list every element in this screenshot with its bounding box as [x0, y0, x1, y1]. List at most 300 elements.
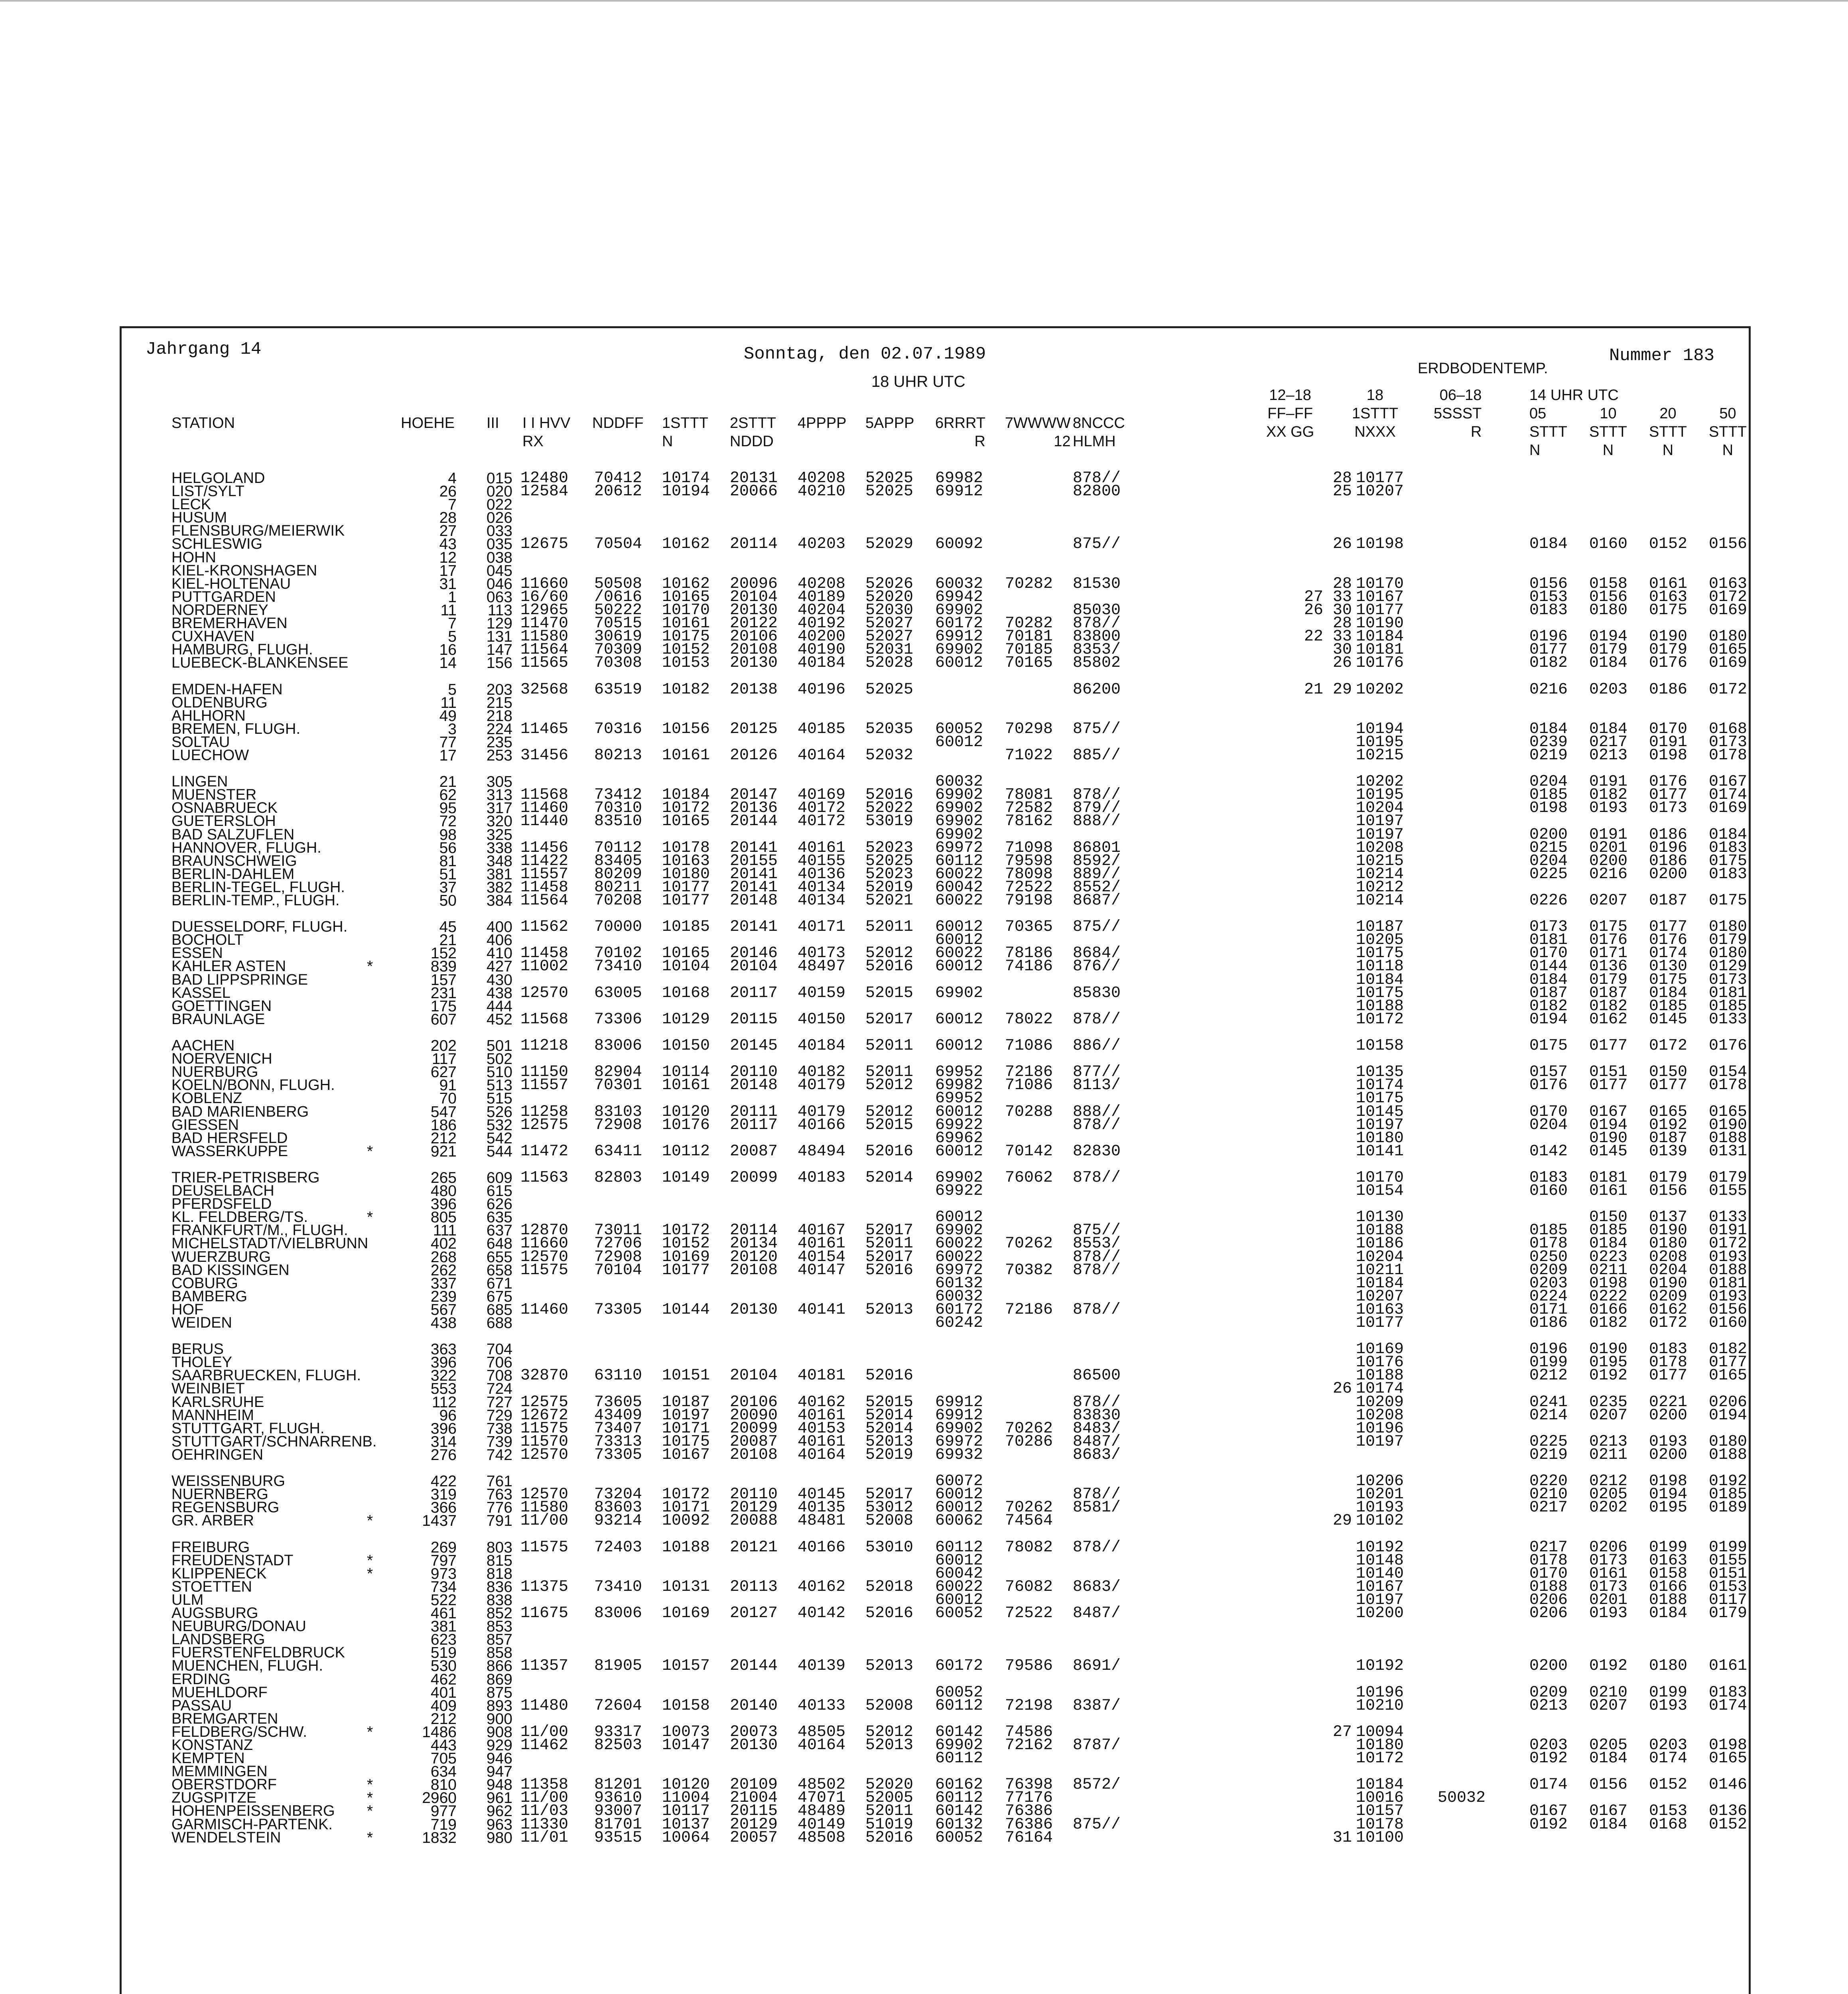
- station-height: 381: [430, 1618, 457, 1635]
- extra-group: 0200: [1529, 826, 1568, 844]
- extra-group: 10204: [1356, 1248, 1404, 1266]
- col-header-2sttt: 2STTT NDDD: [730, 415, 776, 450]
- synop-group: 60012: [935, 918, 983, 936]
- station-height: 276: [430, 1446, 457, 1464]
- synop-group: 20130: [730, 601, 778, 619]
- extra-group: 0210: [1589, 1683, 1628, 1702]
- table-row: [122, 535, 1753, 554]
- synop-group: 40155: [798, 852, 846, 870]
- extra-group: 28: [1332, 469, 1352, 487]
- extra-group: 0173: [1589, 1578, 1628, 1596]
- extra-group: 0213: [1589, 1432, 1628, 1451]
- synop-group: 60042: [935, 878, 983, 897]
- synop-group: 69902: [935, 826, 983, 844]
- extra-group: 0220: [1529, 1472, 1568, 1491]
- synop-group: 11564: [520, 892, 569, 910]
- synop-group: 40139: [798, 1657, 846, 1675]
- station-id: 637: [486, 1222, 512, 1239]
- synop-group: 60012: [935, 1208, 983, 1227]
- synop-group: 20148: [730, 1076, 778, 1095]
- extra-group: 0222: [1589, 1287, 1628, 1306]
- synop-group: 70412: [594, 469, 642, 487]
- synop-group: 60022: [935, 1578, 983, 1596]
- synop-group: 20138: [730, 680, 778, 699]
- synop-group: 875//: [1073, 720, 1121, 738]
- station-height: 21: [439, 932, 457, 949]
- extra-group: 0184: [1649, 1604, 1688, 1623]
- synop-group: 32870: [520, 1367, 569, 1385]
- extra-group: 0190: [1589, 1129, 1628, 1147]
- extra-group: 0198: [1709, 1736, 1748, 1754]
- station-id: 853: [486, 1618, 512, 1635]
- station-height: 72: [439, 813, 457, 830]
- mountain-marker: *: [367, 1565, 373, 1582]
- extra-group: 0194: [1529, 1010, 1568, 1029]
- extra-group: 0204: [1529, 852, 1568, 870]
- station-height: 810: [430, 1776, 457, 1794]
- synop-group: 20126: [730, 746, 778, 764]
- extra-group: 0175: [1589, 918, 1628, 936]
- synop-group: 70208: [594, 892, 642, 910]
- synop-group: 20117: [730, 984, 778, 1002]
- station-id: 410: [486, 945, 512, 962]
- synop-group: 60112: [935, 1750, 983, 1768]
- station-name: LUEBECK-BLANKENSEE: [171, 654, 349, 672]
- station-height: 152: [430, 945, 457, 962]
- synop-group: 52022: [865, 799, 914, 818]
- synop-group: 20134: [730, 1235, 778, 1253]
- station-height: 212: [430, 1129, 457, 1147]
- synop-group: 40181: [798, 1367, 846, 1385]
- synop-group: 73410: [594, 1578, 642, 1596]
- extra-group: 0206: [1529, 1604, 1568, 1623]
- extra-group: 0207: [1589, 1696, 1628, 1715]
- extra-group: 27: [1332, 1723, 1352, 1741]
- station-name: KASSEL: [171, 984, 231, 1001]
- synop-group: 60022: [935, 865, 983, 883]
- synop-group: 76082: [1005, 1578, 1053, 1596]
- synop-group: 52013: [865, 1657, 914, 1675]
- extra-group: 0153: [1529, 588, 1568, 606]
- synop-group: 52020: [865, 588, 914, 606]
- synop-group: 10180: [662, 865, 710, 883]
- synop-group: 878//: [1073, 1168, 1121, 1187]
- station-name: SAARBRUECKEN, FLUGH.: [171, 1367, 361, 1384]
- extra-group: 0179: [1709, 1604, 1748, 1623]
- synop-group: 60052: [935, 1828, 983, 1847]
- col-header-ff: 12–18 FF–FF XX GG: [1266, 387, 1314, 440]
- synop-group: 48505: [798, 1723, 846, 1741]
- table-row: [122, 1037, 1753, 1055]
- synop-group: 20131: [730, 469, 778, 487]
- station-id: 020: [486, 483, 512, 500]
- extra-group: 0214: [1529, 1406, 1568, 1425]
- station-name: GIESSEN: [171, 1116, 239, 1133]
- station-height: 547: [430, 1103, 457, 1121]
- extra-group: 0170: [1529, 1103, 1568, 1121]
- extra-group: 0161: [1709, 1657, 1748, 1675]
- synop-group: 73410: [594, 958, 642, 976]
- station-height: 3: [448, 720, 457, 738]
- synop-group: 20115: [730, 1010, 778, 1029]
- synop-group: 40153: [798, 1419, 846, 1438]
- synop-group: 72198: [1005, 1696, 1053, 1715]
- station-height: 70: [439, 1090, 457, 1107]
- synop-group: 60012: [935, 733, 983, 751]
- station-height: 186: [430, 1116, 457, 1134]
- station-height: 96: [439, 1407, 457, 1424]
- synop-group: 8552/: [1073, 878, 1121, 897]
- extra-group: 0174: [1709, 1696, 1748, 1715]
- station-name: FRANKFURT/M., FLUGH.: [171, 1222, 348, 1239]
- synop-group: 40208: [798, 469, 846, 487]
- station-height: 27: [439, 522, 457, 540]
- station-height: 77: [439, 733, 457, 751]
- station-id: 704: [486, 1341, 512, 1358]
- extra-group: 10197: [1356, 1432, 1404, 1451]
- synop-group: 52011: [865, 1063, 914, 1082]
- synop-group: 10167: [662, 1446, 710, 1464]
- synop-group: 11470: [520, 615, 569, 633]
- station-name: WEISSENBURG: [171, 1473, 286, 1490]
- col-header-7wwww: 7WWWW 12: [1005, 415, 1071, 450]
- synop-group: 10150: [662, 1037, 710, 1055]
- station-name: BRAUNSCHWEIG: [171, 852, 297, 869]
- synop-group: 11660: [520, 1235, 569, 1253]
- station-id: 706: [486, 1354, 512, 1371]
- synop-group: 76386: [1005, 1815, 1053, 1834]
- extra-group: 0175: [1649, 601, 1688, 619]
- station-name: LECK: [171, 496, 211, 513]
- extra-group: 10176: [1356, 654, 1404, 672]
- synop-group: 40182: [798, 1063, 846, 1082]
- station-name: OSNABRUECK: [171, 800, 278, 817]
- station-id: 510: [486, 1064, 512, 1081]
- station-id: 658: [486, 1261, 512, 1279]
- mountain-marker: *: [367, 1723, 373, 1741]
- synop-group: 878//: [1073, 1261, 1121, 1279]
- synop-group: 20141: [730, 918, 778, 936]
- synop-group: 81201: [594, 1776, 642, 1794]
- synop-group: 52017: [865, 1486, 914, 1504]
- synop-group: 81701: [594, 1815, 642, 1834]
- synop-group: 888//: [1073, 812, 1121, 831]
- station-name: GOETTINGEN: [171, 997, 272, 1015]
- synop-group: 20087: [730, 1432, 778, 1451]
- station-height: 396: [430, 1354, 457, 1371]
- synop-group: 52023: [865, 839, 914, 857]
- synop-group: 40142: [798, 1604, 846, 1623]
- synop-group: 69902: [935, 1168, 983, 1187]
- synop-group: 80213: [594, 746, 642, 764]
- synop-group: 20130: [730, 1300, 778, 1319]
- station-name: NORDERNEY: [171, 601, 268, 619]
- synop-group: 60132: [935, 1815, 983, 1834]
- synop-group: 20090: [730, 1406, 778, 1425]
- extra-group: 0152: [1649, 1776, 1688, 1794]
- table-row: [122, 1367, 1753, 1385]
- synop-group: 40171: [798, 918, 846, 936]
- station-height: 98: [439, 826, 457, 843]
- station-id: 338: [486, 839, 512, 857]
- synop-group: 11462: [520, 1736, 569, 1754]
- synop-group: 52025: [865, 483, 914, 501]
- station-id: 908: [486, 1723, 512, 1741]
- synop-group: 875//: [1073, 535, 1121, 554]
- station-name: GARMISCH-PARTENK.: [171, 1816, 333, 1833]
- synop-group: 40166: [798, 1116, 846, 1134]
- synop-group: 69902: [935, 812, 983, 831]
- extra-group: 10154: [1356, 1182, 1404, 1200]
- synop-group: 11575: [520, 1538, 569, 1557]
- extra-group: 0153: [1649, 1802, 1688, 1821]
- synop-group: 10153: [662, 654, 710, 672]
- station-height: 396: [430, 1196, 457, 1213]
- station-height: 157: [430, 971, 457, 989]
- station-id: 763: [486, 1486, 512, 1503]
- station-id: 235: [486, 733, 512, 751]
- synop-group: 885//: [1073, 746, 1121, 764]
- synop-group: 60172: [935, 615, 983, 633]
- synop-group: 52016: [865, 1604, 914, 1623]
- synop-group: 52015: [865, 1393, 914, 1411]
- extra-group: 10207: [1356, 483, 1404, 501]
- station-name: ESSEN: [171, 945, 223, 962]
- station-name: BERLIN-TEGEL, FLUGH.: [171, 879, 345, 896]
- synop-group: 52011: [865, 1235, 914, 1253]
- synop-group: 10114: [662, 1063, 710, 1082]
- extra-group: 0176: [1529, 1076, 1568, 1095]
- extra-group: 0160: [1709, 1314, 1748, 1332]
- col-header-18-1sttt: 18 1STTT NXXX: [1352, 387, 1399, 440]
- extra-group: 0190: [1649, 1222, 1688, 1240]
- synop-group: 70262: [1005, 1419, 1053, 1438]
- synop-group: 69972: [935, 839, 983, 857]
- synop-group: 48489: [798, 1802, 846, 1821]
- synop-group: 52014: [865, 1419, 914, 1438]
- synop-group: 20088: [730, 1512, 778, 1530]
- extra-group: 0174: [1649, 1750, 1688, 1768]
- station-id: 836: [486, 1578, 512, 1596]
- synop-group: 70286: [1005, 1432, 1053, 1451]
- station-id: 727: [486, 1393, 512, 1411]
- synop-group: 82830: [1073, 1142, 1121, 1161]
- mountain-marker: *: [367, 1552, 373, 1569]
- synop-group: 20148: [730, 892, 778, 910]
- station-height: 4: [448, 470, 457, 487]
- mountain-marker: *: [367, 1209, 373, 1226]
- extra-group: 0166: [1649, 1578, 1688, 1596]
- station-name: AHLHORN: [171, 707, 246, 724]
- extra-group: 0152: [1649, 535, 1688, 554]
- synop-group: 77176: [1005, 1789, 1053, 1807]
- synop-group: 52023: [865, 865, 914, 883]
- synop-group: 70102: [594, 944, 642, 963]
- synop-group: 70288: [1005, 1103, 1053, 1121]
- synop-group: 40167: [798, 1222, 846, 1240]
- extra-group: 0188: [1709, 1446, 1748, 1464]
- synop-group: 10178: [662, 839, 710, 857]
- station-name: BREMGARTEN: [171, 1710, 278, 1727]
- extra-group: 0173: [1649, 799, 1688, 818]
- extra-group: 0156: [1709, 535, 1748, 554]
- extra-group: 10195: [1356, 733, 1404, 751]
- synop-group: 70309: [594, 641, 642, 659]
- extra-group: 0180: [1709, 944, 1748, 963]
- synop-group: 70308: [594, 654, 642, 672]
- synop-group: 60062: [935, 1512, 983, 1530]
- extra-group: 0180: [1589, 601, 1628, 619]
- extra-group: 0200: [1589, 852, 1628, 870]
- extra-group: 0192: [1529, 1750, 1568, 1768]
- station-id: 348: [486, 852, 512, 870]
- synop-group: 85830: [1073, 984, 1121, 1002]
- synop-group: 69982: [935, 1076, 983, 1095]
- synop-group: 10176: [662, 1116, 710, 1134]
- synop-group: 60032: [935, 773, 983, 791]
- synop-group: 76164: [1005, 1828, 1053, 1847]
- synop-group: 20612: [594, 483, 642, 501]
- synop-group: 889//: [1073, 865, 1121, 883]
- synop-group: 11460: [520, 799, 569, 818]
- station-name: THOLEY: [171, 1354, 232, 1371]
- synop-group: 79198: [1005, 892, 1053, 910]
- table-row: [122, 1696, 1753, 1715]
- synop-group: 52016: [865, 958, 914, 976]
- synop-group: 40164: [798, 1446, 846, 1464]
- extra-group: 0182: [1709, 1340, 1748, 1359]
- extra-group: 0206: [1589, 1538, 1628, 1557]
- extra-group: 0190: [1709, 1116, 1748, 1134]
- extra-group: 0175: [1649, 971, 1688, 989]
- synop-group: 73407: [594, 1419, 642, 1438]
- station-height: 438: [430, 1314, 457, 1332]
- synop-group: 8487/: [1073, 1432, 1121, 1451]
- extra-group: 0179: [1649, 1168, 1688, 1187]
- station-height: 112: [431, 1393, 457, 1411]
- synop-group: 52014: [865, 1406, 914, 1425]
- extra-group: 0186: [1529, 1314, 1568, 1332]
- synop-group: 11465: [520, 720, 569, 738]
- synop-group: 60012: [935, 1499, 983, 1517]
- synop-group: 60012: [935, 1142, 983, 1161]
- synop-group: 78162: [1005, 812, 1053, 831]
- extra-group: 0176: [1649, 931, 1688, 950]
- synop-group: 20114: [730, 1222, 778, 1240]
- synop-group: 20104: [730, 1367, 778, 1385]
- extra-group: 0212: [1589, 1472, 1628, 1491]
- synop-group: 10177: [662, 1261, 710, 1279]
- col-header-soil-50: 50 STTT N: [1709, 405, 1747, 459]
- synop-group: 40161: [798, 1432, 846, 1451]
- station-id: 688: [486, 1314, 512, 1332]
- synop-group: 70301: [594, 1076, 642, 1095]
- synop-group: 60022: [935, 1235, 983, 1253]
- station-id: 675: [486, 1288, 512, 1305]
- mountain-marker: *: [367, 1143, 373, 1160]
- extra-group: 0178: [1529, 1235, 1568, 1253]
- station-id: 866: [486, 1657, 512, 1675]
- synop-group: 11565: [520, 654, 569, 672]
- synop-group: 11/00: [520, 1512, 569, 1530]
- synop-group: 11456: [520, 839, 569, 857]
- extra-group: 0186: [1649, 826, 1688, 844]
- station-name: OLDENBURG: [171, 694, 268, 711]
- extra-group: 0195: [1589, 1354, 1628, 1372]
- station-id: 215: [486, 694, 512, 711]
- station-height: 14: [439, 654, 457, 672]
- synop-group: 11564: [520, 641, 569, 659]
- extra-group: 0194: [1589, 1116, 1628, 1134]
- extra-group: 0213: [1589, 746, 1628, 764]
- station-id: 317: [486, 800, 512, 817]
- synop-group: 63519: [594, 680, 642, 699]
- station-id: 635: [486, 1209, 512, 1226]
- station-id: 427: [486, 958, 512, 975]
- synop-group: 11580: [520, 628, 569, 646]
- extra-group: 0142: [1529, 1142, 1568, 1161]
- station-height: 17: [439, 562, 457, 579]
- synop-group: 20140: [730, 1696, 778, 1715]
- row-spacer: [122, 670, 1753, 683]
- synop-group: 73605: [594, 1393, 642, 1411]
- synop-group: 52011: [865, 1802, 914, 1821]
- station-height: 719: [430, 1816, 457, 1833]
- extra-group: 0208: [1649, 1248, 1688, 1266]
- synop-group: 20115: [730, 1802, 778, 1821]
- synop-group: 12965: [520, 601, 569, 619]
- synop-group: 8483/: [1073, 1419, 1121, 1438]
- extra-group: 0206: [1709, 1393, 1748, 1411]
- synop-group: 8683/: [1073, 1578, 1121, 1596]
- synop-group: 10171: [662, 1499, 710, 1517]
- extra-group: 10177: [1356, 601, 1404, 619]
- extra-group: 10184: [1356, 628, 1404, 646]
- synop-group: 10171: [662, 1419, 710, 1438]
- extra-group: 0200: [1649, 1446, 1688, 1464]
- station-id: 406: [486, 932, 512, 949]
- extra-group: 0189: [1709, 1499, 1748, 1517]
- station-height: 402: [430, 1235, 457, 1253]
- synop-group: 72604: [594, 1696, 642, 1715]
- synop-group: 10149: [662, 1168, 710, 1187]
- station-name: TRIER-PETRISBERG: [171, 1169, 320, 1186]
- station-name: BRAUNLAGE: [171, 1011, 265, 1028]
- extra-group: 0180: [1649, 1657, 1688, 1675]
- extra-group: 0150: [1649, 1063, 1688, 1082]
- synop-group: 10165: [662, 812, 710, 831]
- station-height: 530: [430, 1657, 457, 1675]
- station-name: OBERSTDORF: [171, 1776, 277, 1793]
- synop-group: 12575: [520, 1116, 569, 1134]
- synop-group: 69952: [935, 1090, 983, 1108]
- station-height: 269: [430, 1539, 457, 1556]
- station-id: 791: [486, 1512, 512, 1530]
- synop-group: 20109: [730, 1776, 778, 1794]
- station-id: 685: [486, 1301, 512, 1318]
- extra-group: 0185: [1709, 1486, 1748, 1504]
- synop-group: 72522: [1005, 1604, 1053, 1623]
- extra-group: 0177: [1529, 641, 1568, 659]
- station-id: 022: [486, 496, 512, 514]
- synop-group: 10162: [662, 535, 710, 554]
- synop-group: 72162: [1005, 1736, 1053, 1754]
- synop-group: 10117: [662, 1802, 710, 1821]
- synop-group: 40200: [798, 628, 846, 646]
- extra-group: 0211: [1589, 1261, 1628, 1279]
- synop-group: 60132: [935, 1274, 983, 1293]
- extra-group: 10141: [1356, 1142, 1404, 1161]
